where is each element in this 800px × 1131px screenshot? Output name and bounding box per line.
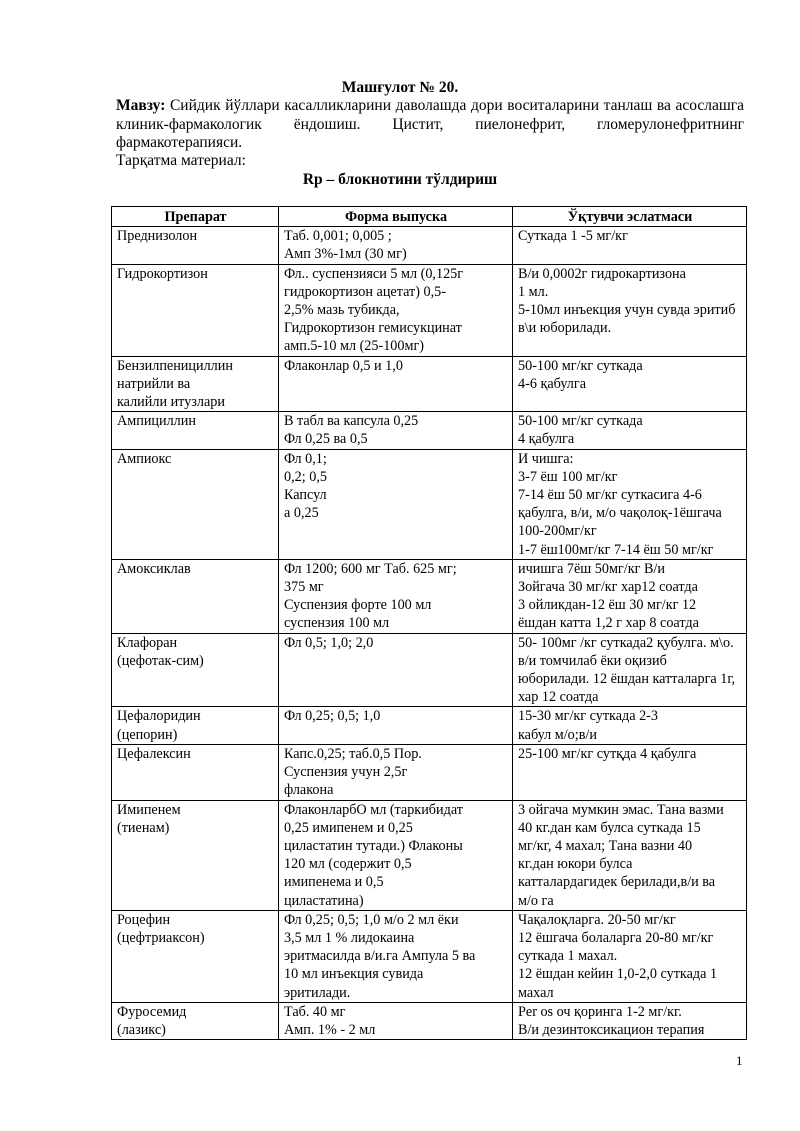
form-cell — [279, 633, 513, 707]
note-cell — [513, 356, 747, 412]
form-cell — [279, 744, 513, 800]
cell-line: циластатина) — [284, 892, 364, 909]
cell-line: Цефалексин — [117, 745, 191, 762]
cell-line: амп.5-10 мл (25-100мг) — [284, 338, 425, 355]
note-cell — [513, 264, 747, 356]
table-row — [112, 449, 747, 559]
cell-line: Фл 0,25 ва 0,5 — [284, 431, 368, 448]
table-row — [112, 800, 747, 910]
drug-cell — [112, 227, 279, 264]
cell-line: 50-100 мг/кг суткада — [518, 357, 643, 374]
topic-text: Сийдик йўллари касалликларини даволашда дори воситаларини танлаш ва асослашга клиник-фармакологик ёндошиш. Цистит, пиелонефрит, гломерулонефритнинг фармакотерапияси. — [116, 97, 745, 151]
cell-line: суспензия 100 мл — [284, 615, 390, 632]
cell-line: Таб. 40 мг — [284, 1003, 346, 1020]
cell-line: 1-7 ёш100мг/кг 7-14 ёш 50 мг/кг — [518, 541, 714, 558]
note-cell — [513, 559, 747, 633]
cell-line: натрийли ва — [117, 375, 191, 392]
cell-line: (цефотак-сим) — [117, 652, 204, 669]
cell-line: 5-10мл инъекция учун сувда эритиб — [518, 302, 736, 319]
cell-line: катталардагидек берилади,в/и ва — [518, 874, 716, 891]
table-row — [112, 559, 747, 633]
cell-line: 0,2; 0,5 — [284, 468, 327, 485]
cell-line: (лазикс) — [117, 1021, 166, 1038]
note-cell — [513, 1002, 747, 1039]
cell-line: 2,5% мазь тубикда, — [284, 302, 400, 319]
drug-cell — [112, 412, 279, 449]
cell-line: хар 12 соатда — [518, 689, 599, 706]
table-header-row — [112, 207, 747, 227]
form-cell — [279, 707, 513, 744]
cell-line: Роцефин — [117, 911, 171, 928]
cell-line: 3 ойликдан-12 ёш 30 мг/кг 12 — [518, 597, 697, 614]
form-cell — [279, 559, 513, 633]
cell-line: 3-7 ёш 100 мг/кг — [518, 468, 618, 485]
drug-cell — [112, 800, 279, 910]
cell-line: 3 ойгача мумкин эмас. Тана вазми — [518, 801, 724, 818]
cell-line: В табл ва капсула 0,25 — [284, 413, 419, 430]
form-cell — [279, 1002, 513, 1039]
form-cell — [279, 910, 513, 1002]
cell-line: Фл 0,1; — [284, 450, 327, 467]
cell-line: Капс.0,25; таб.0,5 Пор. — [284, 745, 422, 762]
cell-line: 3,5 мл 1 % лидокаина — [284, 929, 415, 946]
cell-line: кг.дан юкори булса — [518, 856, 633, 873]
cell-line: қабулга, в/и, м/о чақолоқ-1ёшгача — [518, 505, 722, 522]
cell-line: мг/кг, 4 махал; Тана вазни 40 — [518, 837, 693, 854]
cell-line: Суспензия учун 2,5г — [284, 764, 408, 781]
cell-line: ичишга 7ёш 50мг/кг В/и — [518, 560, 665, 577]
drug-cell — [112, 264, 279, 356]
table-row — [112, 264, 747, 356]
table-row — [112, 744, 747, 800]
form-cell — [279, 800, 513, 910]
cell-line: 1 мл. — [518, 283, 549, 300]
cell-line: 50-100 мг/кг суткада — [518, 413, 643, 430]
topic-label: Мавзу: — [116, 97, 166, 114]
table-row — [112, 356, 747, 412]
cell-line: Преднизолон — [117, 228, 198, 245]
cell-line: Амоксиклав — [117, 560, 191, 577]
form-cell — [279, 449, 513, 559]
cell-line: 40 кг.дан кам булса суткада 15 — [518, 819, 701, 836]
rp-heading: Rp – блокнотини тўлдириш — [302, 171, 498, 188]
cell-line: 25-100 мг/кг сутқда 4 қабулга — [518, 745, 697, 762]
form-cell — [279, 264, 513, 356]
cell-line: Капсул — [284, 487, 327, 504]
cell-line: Ампициллин — [117, 413, 196, 430]
cell-line: юборилади. 12 ёшдан катталарга 1г, — [518, 671, 736, 688]
cell-line: циластатин тутади.) Флаконы — [284, 837, 463, 854]
cell-line: Суспензия форте 100 мл — [284, 597, 432, 614]
drug-cell — [112, 633, 279, 707]
cell-line: Таб. 0,001; 0,005 ; — [284, 228, 392, 245]
drug-cell — [112, 559, 279, 633]
note-cell — [513, 800, 747, 910]
cell-line: Чақалоқларга. 20-50 мг/кг — [518, 911, 676, 928]
cell-line: Амп 3%-1мл (30 мг) — [284, 246, 407, 263]
cell-line: имипенема и 0,5 — [284, 874, 384, 891]
cell-line: Фл 0,25; 0,5; 1,0 м/о 2 мл ёки — [284, 911, 459, 928]
cell-line: И чишга: — [518, 450, 574, 467]
cell-line: 7-14 ёш 50 мг/кг суткасига 4-6 — [518, 487, 702, 504]
cell-line: ёшдан катта 1,2 г хар 8 соатда — [518, 615, 699, 632]
cell-line: 375 мг — [284, 579, 324, 596]
lesson-title: Машғулот № 20. — [341, 79, 459, 96]
cell-line: Гидрокортизон — [117, 265, 208, 282]
drug-cell — [112, 707, 279, 744]
cell-line: (тиенам) — [117, 819, 170, 836]
drug-cell — [112, 449, 279, 559]
drug-cell — [112, 744, 279, 800]
cell-line: 4 қабулга — [518, 431, 575, 448]
cell-line: кабул м/о;в/и — [518, 726, 597, 743]
cell-line: 12 ёшгача болаларга 20-80 мг/кг — [518, 929, 714, 946]
cell-line: 15-30 мг/кг суткада 2-3 — [518, 708, 658, 725]
header-drug: Препарат — [112, 207, 279, 227]
note-cell — [513, 744, 747, 800]
form-cell — [279, 227, 513, 264]
cell-line: 100-200мг/кг — [518, 523, 597, 540]
topic-paragraph — [116, 97, 744, 153]
cell-line: Зойгача 30 мг/кг хар12 соатда — [518, 579, 698, 596]
table-row — [112, 707, 747, 744]
note-cell — [513, 707, 747, 744]
cell-line: Фуросемид — [117, 1003, 187, 1020]
handout-label: Тарқатма материал: — [116, 152, 246, 169]
cell-line: Цефалоридин — [117, 708, 201, 725]
cell-line: суткада 1 махал. — [518, 948, 618, 965]
note-cell — [513, 449, 747, 559]
cell-line: 0,25 имипенем и 0,25 — [284, 819, 413, 836]
drug-cell — [112, 910, 279, 1002]
cell-line: В/и дезинтоксикацион терапия — [518, 1021, 705, 1038]
form-cell — [279, 412, 513, 449]
cell-line: Фл 0,5; 1,0; 2,0 — [284, 634, 374, 651]
cell-line: Суткада 1 -5 мг/кг — [518, 228, 628, 245]
note-cell — [513, 633, 747, 707]
page-number: 1 — [736, 1053, 743, 1068]
cell-line: Амп. 1% - 2 мл — [284, 1021, 376, 1038]
cell-line: 10 мл инъекция сувида — [284, 966, 424, 983]
cell-line: флакона — [284, 782, 334, 799]
table-row — [112, 910, 747, 1002]
cell-line: м/о га — [518, 892, 554, 909]
note-cell — [513, 910, 747, 1002]
prescription-table — [111, 206, 747, 1040]
cell-line: в/и томчилаб ёки оқизиб — [518, 652, 667, 669]
table-body — [112, 227, 747, 1040]
cell-line: Бензилпенициллин — [117, 357, 233, 374]
cell-line: Фл.. суспензияси 5 мл (0,125г — [284, 265, 464, 282]
cell-line: Фл 0,25; 0,5; 1,0 — [284, 708, 381, 725]
note-cell — [513, 227, 747, 264]
cell-line: гидрокортизон ацетат) 0,5- — [284, 283, 446, 300]
cell-line: В/и 0,0002г гидрокартизона — [518, 265, 686, 282]
cell-line: 50- 100мг /кг суткада2 қубулга. м\о. — [518, 634, 734, 651]
cell-line: махал — [518, 984, 554, 1001]
table-row — [112, 633, 747, 707]
header-form: Форма выпуска — [279, 207, 513, 227]
cell-line: Флаконлар 0,5 и 1,0 — [284, 357, 403, 374]
cell-line: Гидрокортизон гемисукцинат — [284, 320, 462, 337]
drug-cell — [112, 356, 279, 412]
cell-line: а 0,25 — [284, 505, 319, 522]
cell-line: 4-6 қабулга — [518, 375, 586, 392]
table-row — [112, 227, 747, 264]
cell-line: эритилади. — [284, 984, 351, 1001]
cell-line: эритмасилда в/и.га Ампула 5 ва — [284, 948, 476, 965]
form-cell — [279, 356, 513, 412]
cell-line: 12 ёшдан кейин 1,0-2,0 суткада 1 — [518, 966, 718, 983]
cell-line: Имипенем — [117, 801, 181, 818]
cell-line: Фл 1200; 600 мг Таб. 625 мг; — [284, 560, 457, 577]
cell-line: ФлаконларбО мл (таркибидат — [284, 801, 463, 818]
cell-line: Клафоран — [117, 634, 178, 651]
cell-line: 120 мл (содержит 0,5 — [284, 856, 412, 873]
cell-line: Per os оч қоринга 1-2 мг/кг. — [518, 1003, 682, 1020]
cell-line: (цепорин) — [117, 726, 178, 743]
cell-line: Ампиокс — [117, 450, 172, 467]
table-row — [112, 412, 747, 449]
cell-line: в\и юборилади. — [518, 320, 612, 337]
note-cell — [513, 412, 747, 449]
header-note: Ўқтувчи эслатмаси — [513, 207, 747, 227]
drug-cell — [112, 1002, 279, 1039]
cell-line: калийли итузлари — [117, 394, 225, 411]
cell-line: (цефтриаксон) — [117, 929, 205, 946]
table-row — [112, 1002, 747, 1039]
